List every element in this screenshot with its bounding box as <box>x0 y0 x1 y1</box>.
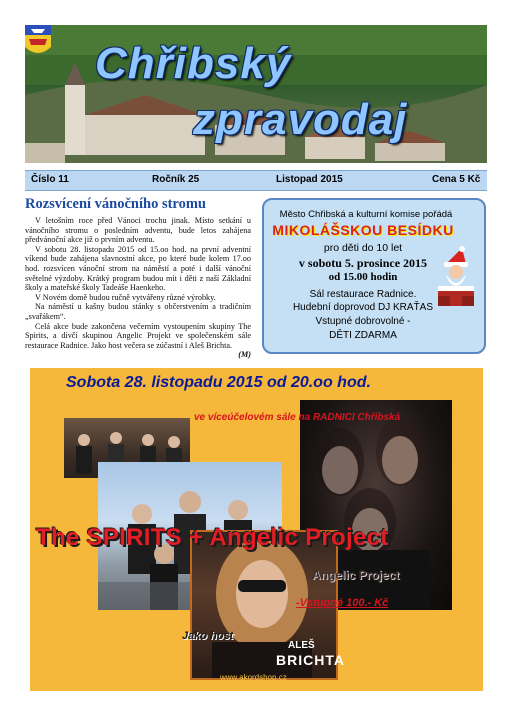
poster-date: Sobota 28. listopadu 2015 od 20.oo hod. <box>66 374 371 391</box>
poster-website: www.akordshop.cz <box>220 673 287 682</box>
concert-poster <box>30 368 483 691</box>
coat-of-arms-icon <box>25 25 51 59</box>
issue-number: Číslo 11 <box>31 174 69 185</box>
masthead-title-line1: Chřibský <box>95 39 292 88</box>
article-paragraph: V sobotu 28. listopadu 2015 od 15.oo hod. na první adventní víkend bude zahájena slavnostní akce, po které bude kolem 17.oo hod. rozsvícen vánoční strom na náměstí a poté i další vánoční světelné výzdoby. Krátký program budou mít i děti z naší Základní školy a mateřské školy Tadeáše Haenkeho. <box>25 244 251 293</box>
event-music: Hudební doprovod DJ KRAŤAS <box>292 302 434 313</box>
issue-price: Cena 5 Kč <box>432 174 481 185</box>
article-paragraph: Na náměstí u kašny budou stánky s občerstvením a tradičním „svařákem“. <box>25 302 251 321</box>
event-date: v sobotu 5. prosince 2015 <box>298 256 428 270</box>
poster-entry-price: -Vstupné 100.- Kč <box>296 597 389 609</box>
poster-headline: The SPIRITS + Angelic Project <box>36 524 389 551</box>
poster-guest-label: Jako host <box>182 630 234 642</box>
article-paragraph: Celá akce bude zakončena večerním vystoupením skupiny The Spirits, a dívčí skupinou Angelic Projekt ve společenském sále restaurace Radnice. Jako host večera se zúčastní i Aleš Brichta. (M) <box>25 321 251 360</box>
poster-guest-lastname: BRICHTA <box>276 652 345 668</box>
article-title: Rozsvícení vánočního stromu <box>25 196 206 212</box>
poster-venue: ve víceúčelovém sále na RADNICI Chřibská <box>194 412 401 423</box>
masthead-title-line2: zpravodaj <box>193 95 408 144</box>
santa-icon <box>432 246 480 308</box>
event-title: MIKOLÁŠSKOU BESÍDKU <box>272 222 454 238</box>
article-signature: (M) <box>238 350 251 360</box>
article-paragraph: V letošním roce před Vánoci trochu jinak. Místo setkání u vánočního stromu o posledním adventu, bude letos zahájena předvánoční akce již o prvním adventu. <box>25 216 251 245</box>
issue-bar <box>25 170 487 191</box>
event-time: od 15.00 hodin <box>328 271 398 283</box>
event-venue: Sál restaurace Radnice. <box>309 289 417 300</box>
article-paragraph: V Novém domě budou ručně vytvářeny různé výrobky. <box>35 292 216 302</box>
event-entry: Vstupné dobrovolné - <box>315 316 411 327</box>
masthead <box>25 25 487 163</box>
event-audience: pro děti do 10 let <box>323 242 403 254</box>
event-organizer: Město Chřibská a kulturní komise pořádá <box>279 209 453 220</box>
event-kids-free: DĚTI ZDARMA <box>329 330 397 341</box>
issue-date: Listopad 2015 <box>276 174 343 185</box>
article-body <box>25 216 251 360</box>
poster-guest-firstname: ALEŠ <box>288 640 315 651</box>
event-box <box>262 198 486 354</box>
issue-volume: Ročník 25 <box>152 174 200 185</box>
angelic-project-logo: Angelic Project <box>312 568 400 582</box>
